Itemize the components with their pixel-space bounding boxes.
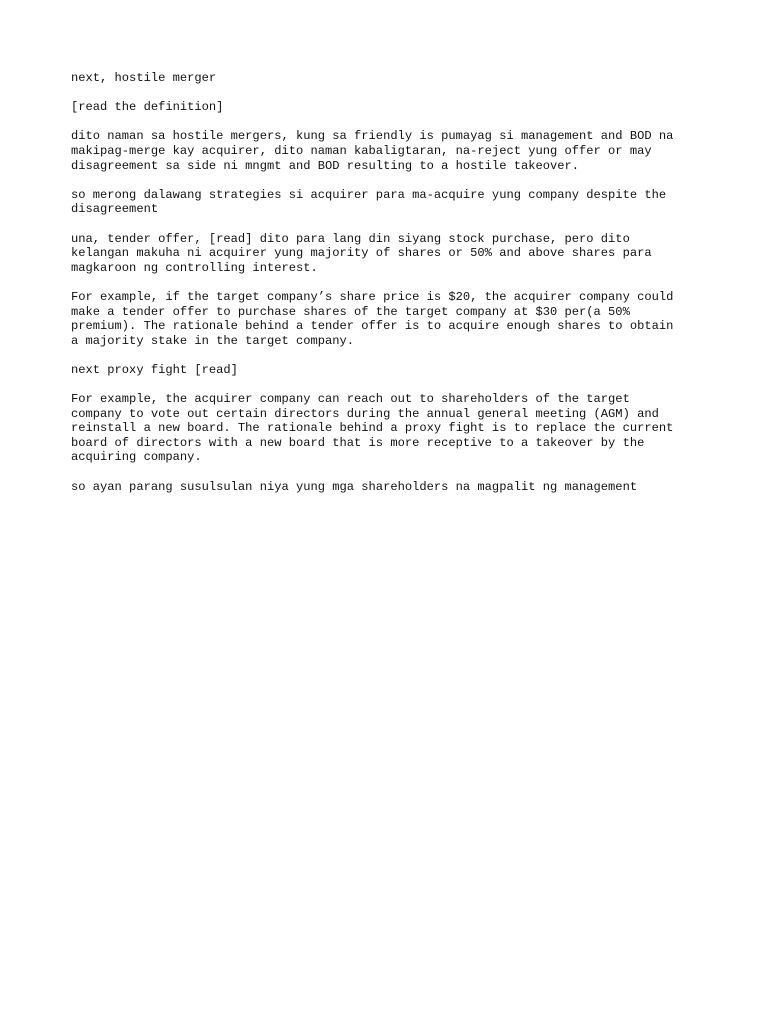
paragraph-tender-offer-example: For example, if the target company’s share price is $20, the acquirer company could make a tender offer to purchase shares of the target company at $30 per(a 50% premium). The rationale behind a tender offer is to acquire enough shares to obtain a majority stake in the target company. bbox=[71, 289, 674, 348]
paragraph-tender-offer: una, tender offer, [read] dito para lang din siyang stock purchase, pero dito kelangan makuha ni acquirer yung majority of shares or 50% and above shares para magkaroon ng controlling interest. bbox=[71, 231, 652, 275]
paragraph-two-strategies: so merong dalawang strategies si acquirer para ma-acquire yung company despite the disagreement bbox=[71, 187, 667, 217]
paragraph-closing-note: so ayan parang susulsulan niya yung mga shareholders na magpalit ng management bbox=[71, 479, 638, 494]
paragraph-proxy-fight: next proxy fight [read] bbox=[71, 362, 238, 377]
paragraph-proxy-fight-example: For example, the acquirer company can reach out to shareholders of the target company to vote out certain directors during the annual general meeting (AGM) and reinstall a new board. The rationale behind a proxy fight is to replace the current board of directors with a new board that is more receptive to a takeover by the acquiring company. bbox=[71, 392, 674, 465]
paragraph-hostile-mergers-explanation: dito naman sa hostile mergers, kung sa friendly is pumayag si management and BOD na makipag-merge kay acquirer, dito naman kabaligtaran, na-reject yung offer or may disagreement sa side ni mngmt and BOD resulting to a hostile takeover. bbox=[71, 129, 674, 173]
paragraph-read-definition: [read the definition] bbox=[71, 100, 224, 115]
paragraph-hostile-merger-heading: next, hostile merger bbox=[71, 71, 217, 85]
